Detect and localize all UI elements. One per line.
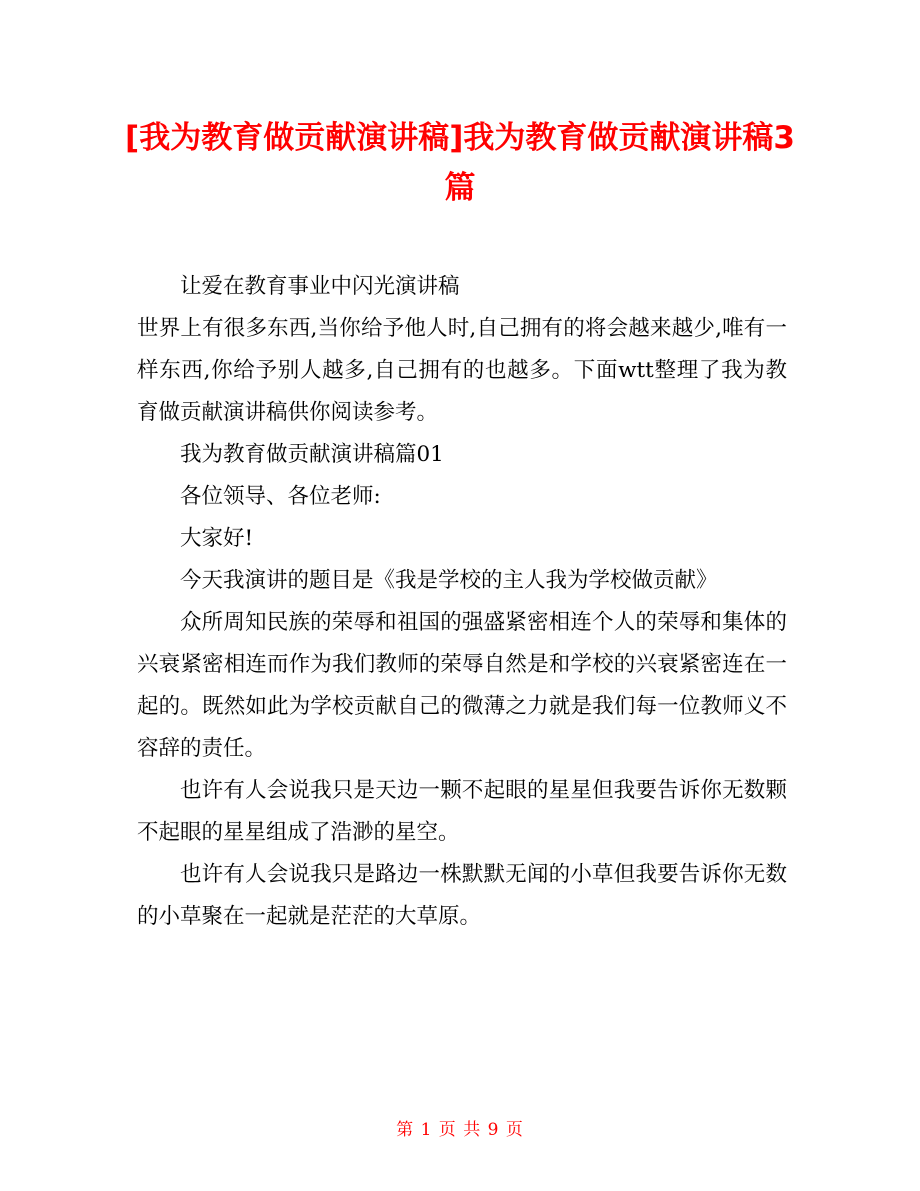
paragraph-greeting: 大家好! bbox=[180, 526, 254, 551]
paragraph-body-3: 也许有人会说我只是路边一株默默无闻的小草但我要告诉你无数的小草聚在一起就是茫茫的大草原。 bbox=[137, 862, 787, 929]
page-number-footer: 第 1 页 共 9 页 bbox=[396, 1120, 524, 1140]
document-body bbox=[137, 266, 787, 938]
document-title: [我为教育做贡献演讲稿]我为教育做贡献演讲稿3篇 bbox=[125, 120, 795, 206]
paragraph-section-heading: 我为教育做贡献演讲稿篇01 bbox=[180, 442, 444, 467]
paragraph-topic: 今天我演讲的题目是《我是学校的主人我为学校做贡献》 bbox=[180, 568, 718, 593]
paragraph-body-2: 也许有人会说我只是天边一颗不起眼的星星但我要告诉你无数颗不起眼的星星组成了浩渺的星空。 bbox=[137, 778, 787, 845]
paragraph-subtitle: 让爱在教育事业中闪光演讲稿 bbox=[180, 274, 460, 299]
paragraph-intro: 世界上有很多东西,当你给予他人时,自己拥有的将会越来越少,唯有一样东西,你给予别人越多,自己拥有的也越多。下面wtt整理了我为教育做贡献演讲稿供你阅读参考。 bbox=[137, 316, 787, 425]
paragraph-salutation: 各位领导、各位老师: bbox=[180, 484, 381, 509]
paragraph-body-1: 众所周知民族的荣辱和祖国的强盛紧密相连个人的荣辱和集体的兴衰紧密相连而作为我们教师的荣辱自然是和学校的兴衰紧密连在一起的。既然如此为学校贡献自己的微薄之力就是我们每一位教师义不容辞的责任。 bbox=[137, 610, 787, 761]
